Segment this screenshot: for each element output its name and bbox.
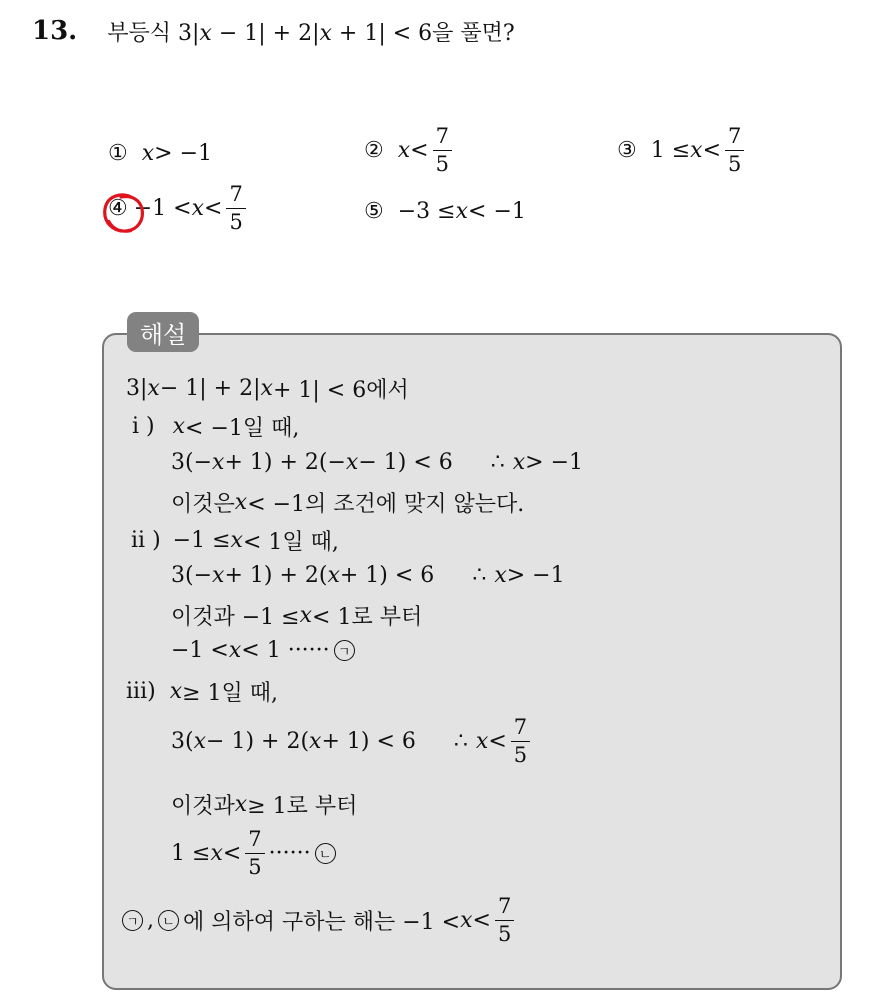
fraction: $\frac{7}{5}$ [226, 184, 245, 233]
answer-circle-mark [101, 191, 147, 235]
choice-number-5: ⑤ [364, 199, 384, 224]
case3-note: 이것과 x ≥ 1로 부터 [171, 792, 358, 819]
circled-nieun: ㄴ [315, 843, 336, 864]
choice-number-2: ② [364, 138, 384, 163]
circled-nieun: ㄴ [158, 910, 179, 931]
circled-giyeok: ㄱ [122, 910, 143, 931]
choice-number-3: ③ [617, 138, 637, 163]
fraction: $\frac{7}{5}$ [245, 829, 264, 878]
case2-result: −1 < x < 1 ······ ㄱ [171, 638, 359, 663]
final-conclusion: ㄱ , ㄴ 에 의하여 구하는 해는 −1 < x < $\frac{7}{5}$ [122, 896, 518, 945]
solution-tab: 해설 [127, 312, 199, 352]
solution-line-1: 3| x − 1| + 2| x + 1| < 6에서 [126, 376, 409, 403]
circled-giyeok: ㄱ [334, 640, 355, 661]
question-header [32, 14, 515, 48]
case3-result: 1 ≤ x < $\frac{7}{5}$ ······ ㄴ [171, 829, 340, 878]
fraction: $\frac{7}{5}$ [725, 126, 744, 175]
case1-note: 이것은 x < −1의 조건에 맞지 않는다. [171, 490, 525, 517]
choice-3[interactable]: ③ 1 ≤ x < $\frac{7}{5}$ [617, 126, 748, 175]
fraction: $\frac{7}{5}$ [511, 717, 530, 766]
choice-4[interactable]: ④ −1 < x < $\frac{7}{5}$ [108, 184, 250, 233]
case2-equation: 3(− x + 1) + 2( x + 1) < 6 ∴ x > −1 [171, 563, 565, 588]
case3-equation: 3( x − 1) + 2( x + 1) < 6 ∴ x < $\frac{7}{5}$ [171, 717, 534, 766]
case3-heading: iii) x ≥ 1일 때, [126, 679, 279, 706]
choice-1[interactable]: ① x > −1 [108, 141, 213, 166]
fraction: $\frac{7}{5}$ [495, 896, 514, 945]
fraction: $\frac{7}{5}$ [433, 126, 452, 175]
choice-2[interactable]: ② x < $\frac{7}{5}$ [364, 126, 456, 175]
choice-number-4: ④ [108, 196, 128, 221]
case2-note: 이것과 −1 ≤ x < 1로 부터 [171, 603, 423, 630]
choice-5[interactable]: ⑤ −3 ≤ x < −1 [364, 199, 526, 224]
choice-number-1: ① [108, 141, 128, 166]
question-number: 13. [32, 16, 78, 46]
question-text: 부등식 3|x − 1| + 2|x + 1| < 6을 풀면? [107, 20, 515, 46]
case1-equation: 3(− x + 1) + 2(− x − 1) < 6 ∴ x > −1 [171, 450, 584, 475]
case2-heading: ii ) −1 ≤ x < 1일 때, [131, 528, 339, 555]
case1-heading: i ) x < −1일 때, [132, 414, 300, 441]
